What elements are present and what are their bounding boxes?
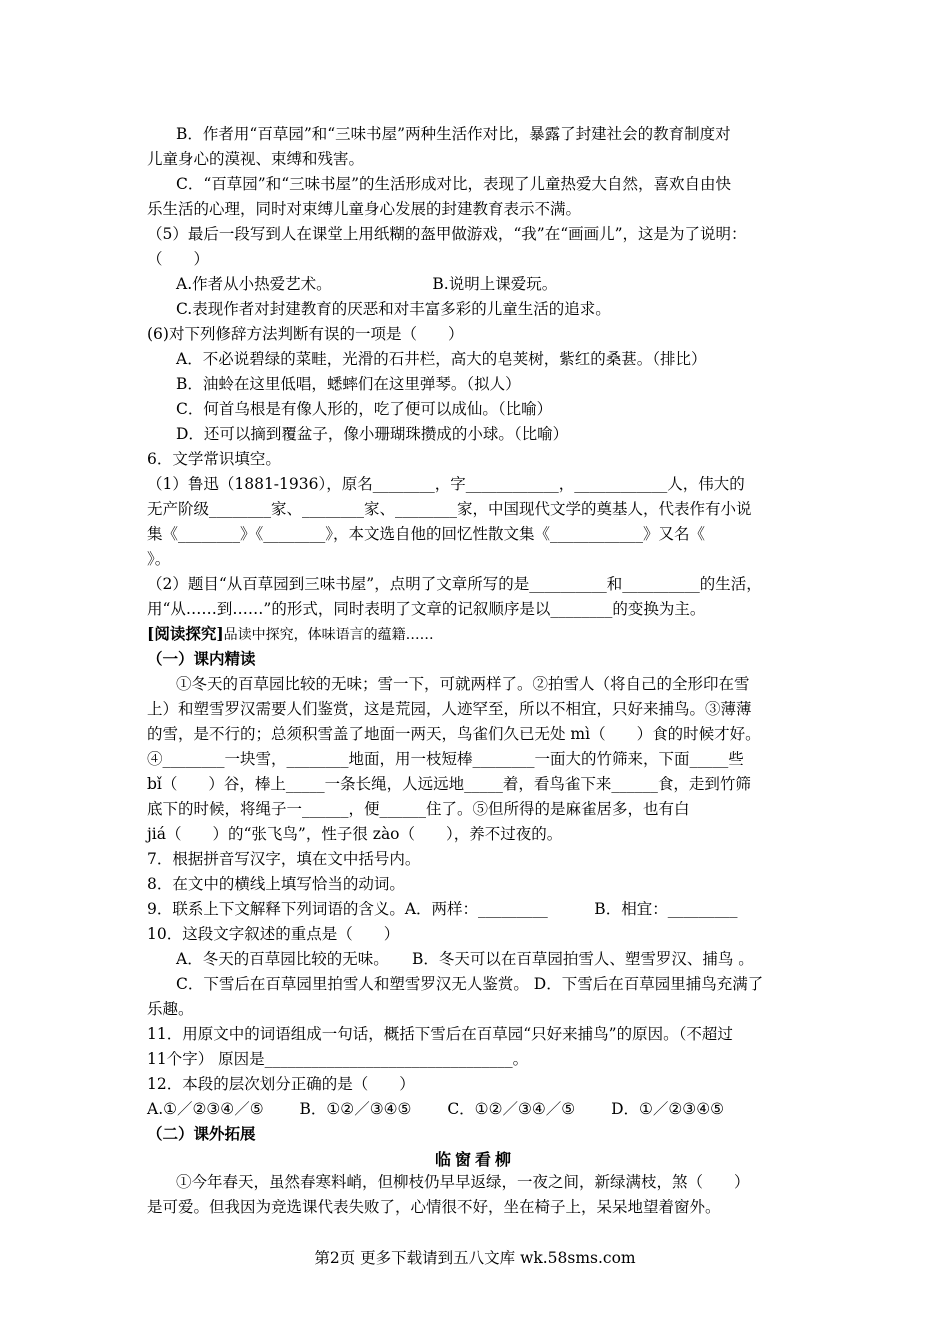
q4-option-b-line1: B．作者用“百草园”和“三味书屋”两种生活作对比，暴露了封建社会的教育制度对 (176, 125, 731, 143)
q10-stem: 10．这段文字叙述的重点是（ ） (147, 925, 400, 943)
passage-line3: 的雪，是不行的；总须积雪盖了地面一两天，鸟雀们久已无处 mì（ ）食的时候才好。 (147, 725, 761, 743)
q5-stem: （5）最后一段写到人在课堂上用纸糊的盔甲做游戏，“我”在“画画儿”，这是为了说明： (147, 225, 747, 243)
section6-item1-line2: 无产阶级________家、________家、________家，中国现代文学的奠基人，代表作有小说 (147, 500, 752, 518)
section-1-heading: （一）课内精读 (147, 649, 256, 668)
q6-option-a: A．不必说碧绿的菜畦，光滑的石井栏，高大的皂荚树，紫红的桑葚。（排比） (176, 350, 707, 368)
q10-options-cd-cont: 乐趣。 (147, 1000, 194, 1018)
q5-option-c: C.表现作者对封建教育的厌恶和对丰富多彩的儿童生活的追求。 (176, 300, 611, 318)
q5-options-ab: A.作者从小热爱艺术。 B.说明上课爱玩。 (176, 275, 558, 293)
q4-option-c-line2: 乐生活的心理，同时对束缚儿童身心发展的封建教育表示不满。 (147, 200, 582, 218)
passage-line2: 上）和塑雪罗汉需要人们鉴赏，这是荒园，人迹罕至，所以不相宜，只好来捕鸟。③薄薄 (147, 700, 752, 718)
q6-stem: (6)对下列修辞方法判断有误的一项是（ ） (147, 325, 464, 343)
section6-item2-line2: 用“从……到……”的形式，同时表明了文章的记叙顺序是以________的变换为主。 (147, 600, 706, 618)
essay-title: 临窗看柳 (434, 1150, 515, 1169)
page-footer: 第2页 更多下载请到五八文库 wk.58sms.com (314, 1249, 636, 1267)
q4-option-c-line1: C．“百草园”和“三味书屋”的生活形成对比，表现了儿童热爱大自然，喜欢自由快 (176, 175, 732, 193)
passage-line5: bǐ（ ）谷，棒上_____一条长绳，人远远地_____着，看鸟雀下来______食，走到竹筛 (147, 775, 751, 793)
reading-heading-note: 品读中探究，体味语言的蕴籍…… (223, 627, 434, 643)
passage-line6: 底下的时候，将绳子一______，便______住了。⑤但所得的是麻雀居多，也有白 (147, 800, 690, 818)
passage-line7: jiá（ ）的“张飞鸟”，性子很 zào（ ），养不过夜的。 (147, 825, 563, 843)
q5-paren: （ ） (147, 250, 210, 268)
section6-heading: 6．文学常识填空。 (147, 450, 281, 468)
section6-item1-line4: 》。 (147, 550, 171, 568)
q4-option-b-line2: 儿童身心的漠视、束缚和残害。 (147, 150, 365, 168)
q6-option-c: C．何首乌根是有像人形的，吃了便可以成仙。（比喻） (176, 400, 553, 418)
q10-options-ab: A．冬天的百草园比较的无味。 B．冬天可以在百草园拍雪人、塑雪罗汉、捕鸟 。 (176, 950, 754, 968)
q12-options: A.①／②③④／⑤ B．①②／③④⑤ C．①②／③④／⑤ D．①／②③④⑤ (147, 1100, 724, 1118)
q6-option-d: D．还可以摘到覆盆子，像小珊瑚珠攒成的小球。（比喻） (176, 425, 569, 443)
passage-line1: ①冬天的百草园比较的无味；雪一下，可就两样了。②拍雪人（将自己的全形印在雪 (176, 675, 750, 693)
q9: 9．联系上下文解释下列词语的含义。A．两样：_________ B．相宜：_________ (147, 900, 738, 918)
essay-line1: ①今年春天，虽然春寒料峭，但柳枝仍早早返绿，一夜之间，新绿满枝，煞（ ） (176, 1173, 750, 1191)
q6-option-b: B．油蛉在这里低唱，蟋蟀们在这里弹琴。（拟人） (176, 375, 521, 393)
passage-line4: ④________一块雪，________地面，用一枝短棒________一面大的竹筛来，下面_____些 (147, 750, 744, 768)
section6-item1-line3: 集《________》《________》，本文选自他的回忆性散文集《____________》又名《 (147, 525, 706, 543)
reading-heading (147, 624, 434, 645)
section-2-heading: （二）课外拓展 (147, 1124, 256, 1143)
q7: 7．根据拼音写汉字，填在文中括号内。 (147, 850, 421, 868)
q11-line2: 11个字） 原因是________________________________。 (147, 1050, 529, 1068)
q8: 8．在文中的横线上填写恰当的动词。 (147, 875, 405, 893)
reading-heading-bold: [阅读探究] (147, 624, 224, 643)
q10-options-cd: C．下雪后在百草园里拍雪人和塑雪罗汉无人鉴赏。 D．下雪后在百草园里捕鸟充满了 (176, 975, 764, 993)
essay-line2: 是可爱。但我因为竞选课代表失败了，心情很不好，坐在椅子上，呆呆地望着窗外。 (147, 1198, 721, 1216)
q11-line1: 11．用原文中的词语组成一句话，概括下雪后在百草园“只好来捕鸟”的原因。（不超过 (147, 1025, 733, 1043)
q12-stem: 12．本段的层次划分正确的是（ ） (147, 1075, 415, 1093)
section6-item1-line1: （1）鲁迅（1881-1936），原名________，字____________，____________人，伟大的 (147, 475, 745, 493)
section6-item2-line1: （2）题目“从百草园到三味书屋”，点明了文章所写的是__________和__________的生活， (147, 575, 762, 593)
